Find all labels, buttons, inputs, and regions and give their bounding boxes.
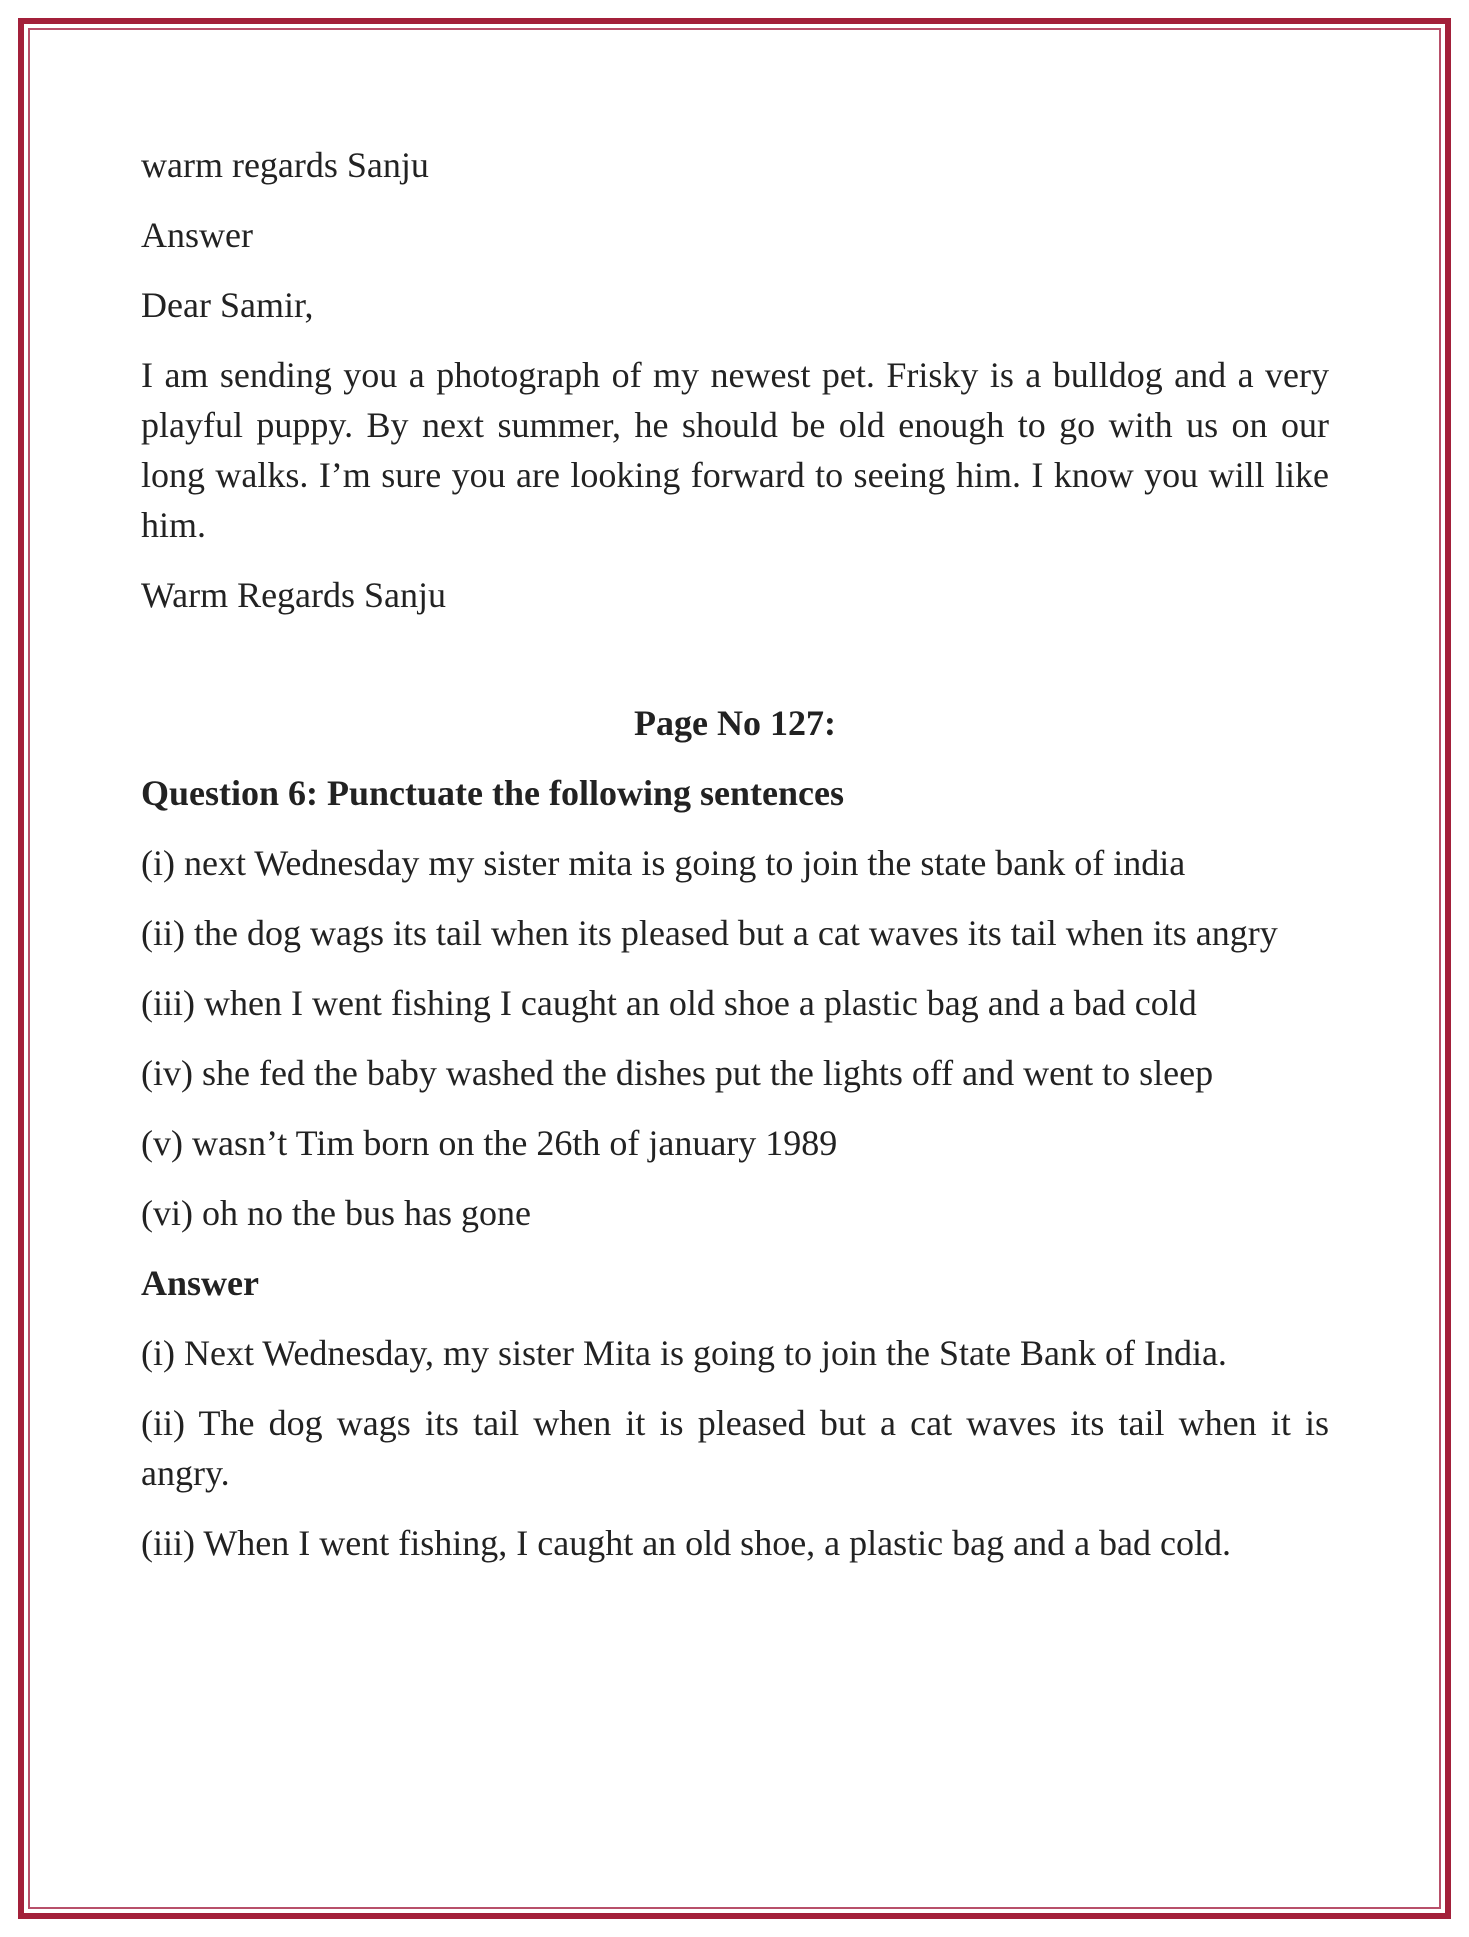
answer-heading: Answer (141, 1263, 259, 1303)
letter-body: I am sending you a photograph of my newest pet. Frisky is a bulldog and a very playful puppy. By next summer, he should be old enough to go with us on our long walks. I’m sure you are looking forward to seeing him. I know you will like him. (141, 355, 1329, 545)
salutation: Dear Samir, (141, 285, 314, 325)
question-item: (v) wasn’t Tim born on the 26th of january 1989 (141, 1123, 838, 1163)
document-content (141, 140, 1329, 1588)
answer-item: (iii) When I went fishing, I caught an old shoe, a plastic bag and a bad cold. (141, 1523, 1232, 1563)
question-item: (vi) oh no the bus has gone (141, 1193, 531, 1233)
question-item: (iv) she fed the baby washed the dishes put the lights off and went to sleep (141, 1053, 1214, 1093)
signoff: Warm Regards Sanju (141, 575, 447, 615)
question-item: (iii) when I went fishing I caught an old shoe a plastic bag and a bad cold (141, 983, 1197, 1023)
question-item: (i) next Wednesday my sister mita is going to join the state bank of india (141, 843, 1186, 883)
answer-item: (ii) The dog wags its tail when it is pleased but a cat waves its tail when it is angry. (141, 1403, 1329, 1493)
prev-signoff: warm regards Sanju (141, 145, 429, 185)
answer-label: Answer (141, 215, 253, 255)
page-heading: Page No 127: (634, 703, 836, 743)
question-item: (ii) the dog wags its tail when its pleased but a cat waves its tail when its angry (141, 913, 1278, 953)
question-title: Question 6: Punctuate the following sentences (141, 773, 844, 813)
answer-item: (i) Next Wednesday, my sister Mita is going to join the State Bank of India. (141, 1333, 1227, 1373)
